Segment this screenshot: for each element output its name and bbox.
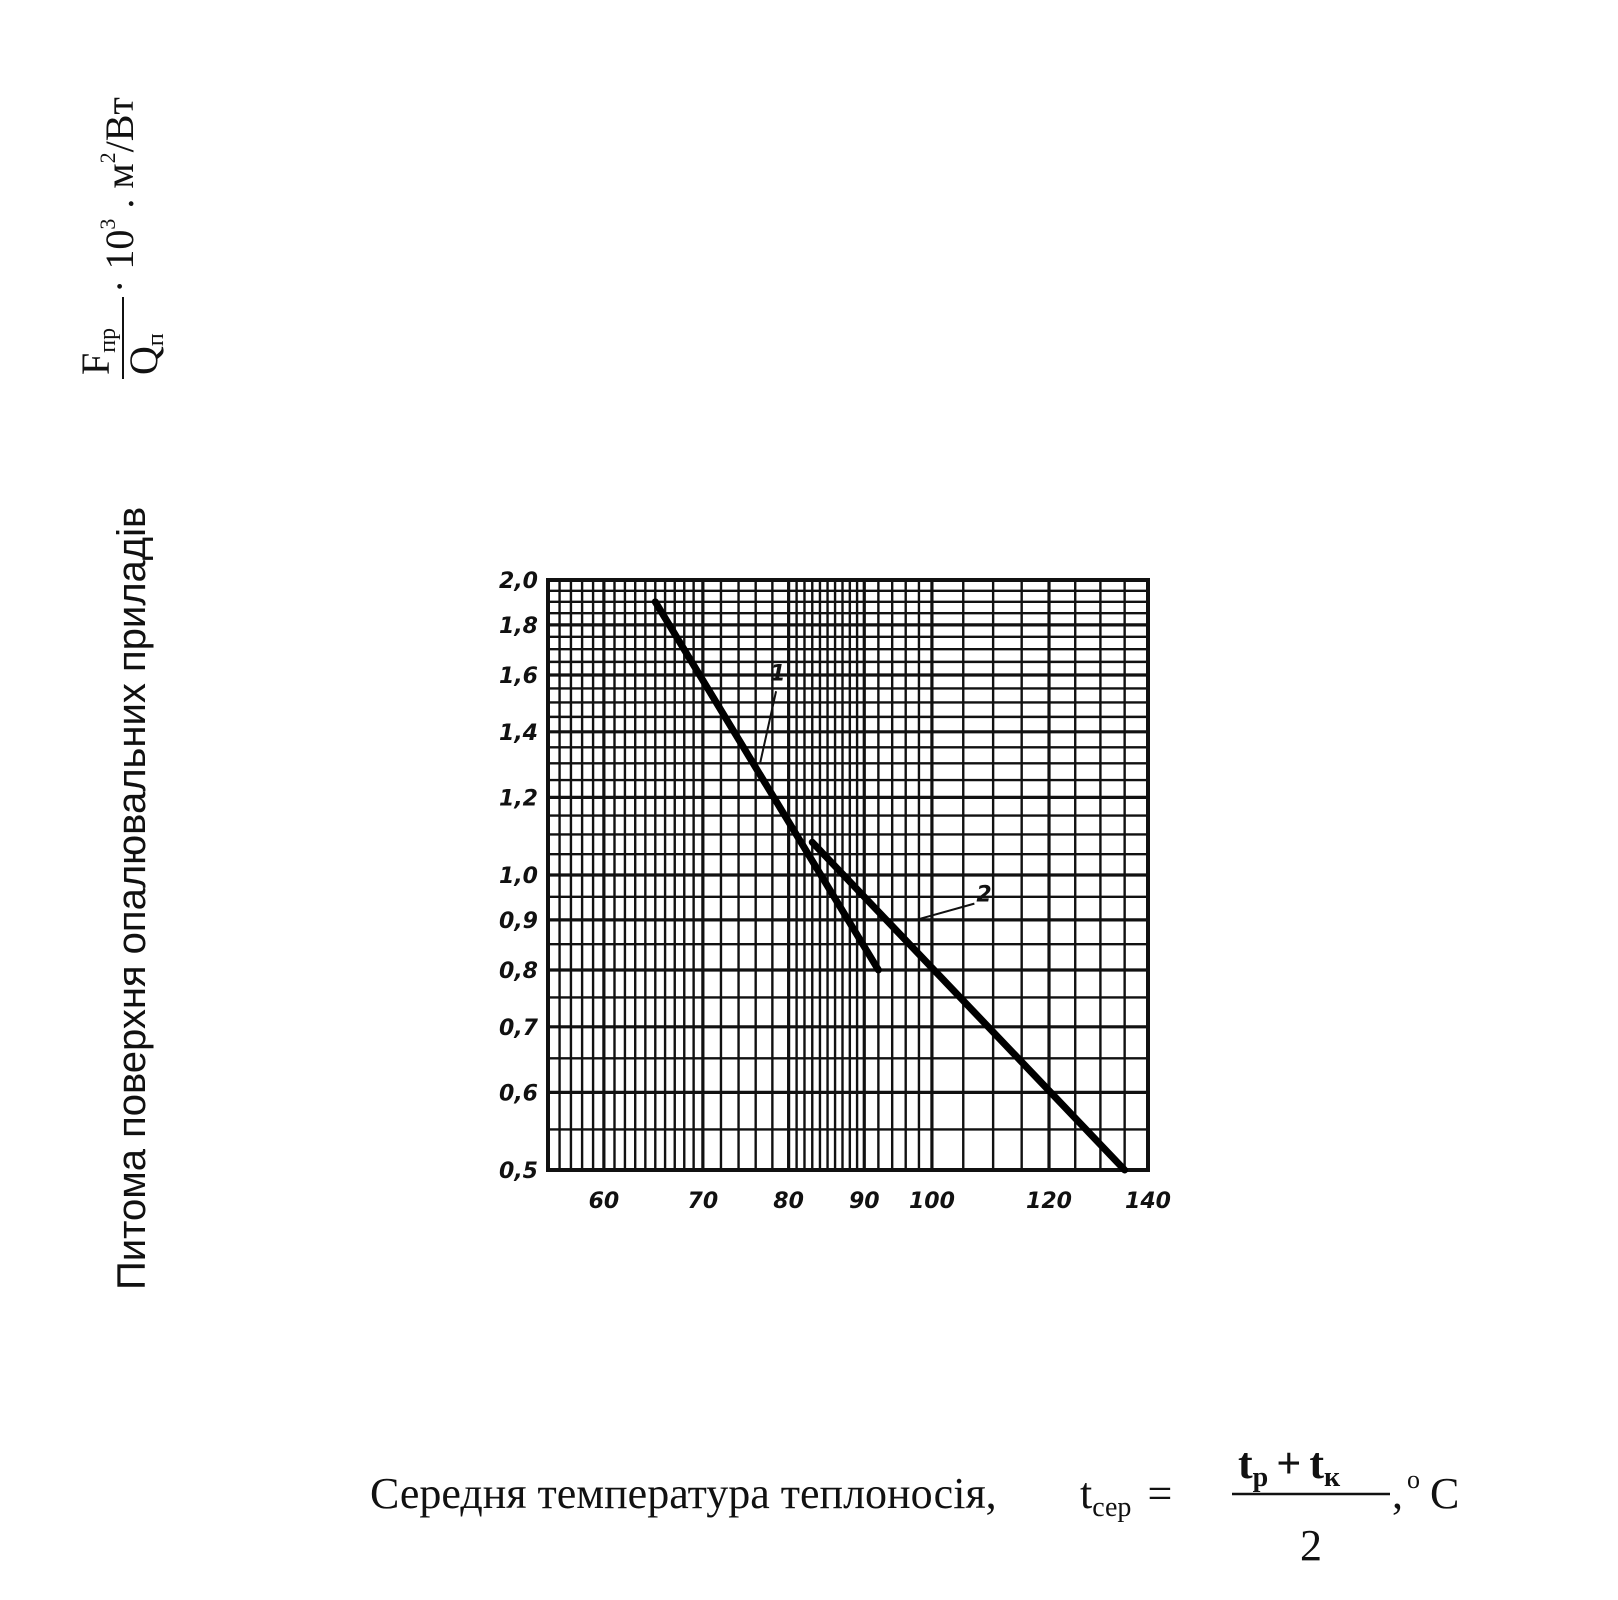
series-label-2: 2 — [976, 882, 992, 908]
x-axis-label-fraction — [1232, 1439, 1390, 1570]
x-tick-label: 100 — [908, 1189, 955, 1214]
y-tick-label: 1,6 — [499, 663, 538, 689]
y-tick-label: 1,8 — [499, 613, 538, 639]
x-tick-label: 140 — [1125, 1189, 1171, 1214]
y-tick-label: 0,9 — [499, 908, 538, 934]
series-line-1 — [655, 602, 878, 970]
x-tick-label: 60 — [588, 1189, 620, 1214]
series-leader-2 — [916, 904, 974, 920]
svg-text:Qп: Qп — [121, 333, 169, 375]
y-tick-label: 0,8 — [499, 958, 538, 984]
svg-text:Питома поверхня опалювальних п — [110, 507, 154, 1290]
x-tick-label: 80 — [773, 1189, 804, 1214]
y-tick-label: 0,7 — [499, 1015, 538, 1041]
svg-text:tр+tк: tр + tк — [1238, 1439, 1341, 1493]
y-tick-label: 2,0 — [499, 569, 538, 594]
svg-text:· 103 . м2/Вт: · $10^3$ . $м^2/Вт$ — [95, 97, 142, 293]
y-axis-label-text: Питома поверхня опалювальних приладів — [110, 506, 154, 1290]
x-axis-label — [370, 1439, 1459, 1570]
x-tick-label: 70 — [687, 1189, 719, 1214]
y-tick-label: 1,4 — [499, 720, 538, 746]
x-axis-label-text: Середня температура теплоносія, — [370, 1469, 997, 1518]
chart-series — [655, 602, 1124, 1170]
y-axis-label-fraction — [73, 97, 169, 379]
y-tick-label: 1,0 — [499, 864, 538, 889]
series-line-2 — [812, 842, 1124, 1170]
svg-text:,оC: , $^о$ C — [1392, 1465, 1460, 1518]
svg-text:Fпр: Fпр — [73, 327, 121, 375]
x-tick-label: 90 — [848, 1189, 880, 1214]
x-tick-label: 120 — [1026, 1189, 1072, 1214]
svg-text:Середня температура теплоносія — [370, 1469, 997, 1518]
y-axis-label — [73, 97, 169, 1290]
y-tick-label: 0,5 — [499, 1159, 538, 1184]
svg-text:2: 2 — [1300, 1521, 1322, 1570]
series-label-1: 1 — [770, 661, 786, 687]
y-tick-label: 0,6 — [499, 1081, 538, 1107]
svg-text:tсер=: tсер = — [1080, 1469, 1173, 1523]
chart-annotations — [760, 661, 992, 920]
y-tick-label: 1,2 — [499, 786, 538, 812]
